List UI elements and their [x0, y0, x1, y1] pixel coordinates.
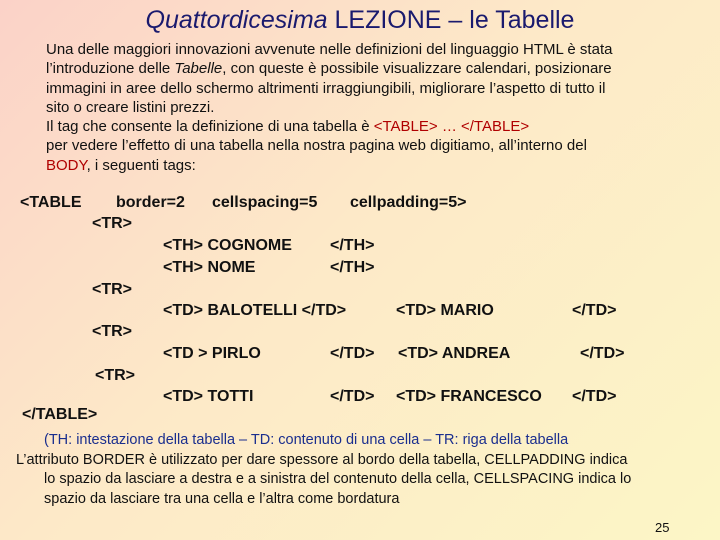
code-tr: <TR> [95, 367, 136, 384]
title-italic: Quattordicesima [145, 6, 328, 34]
code-tr: <TR> [92, 323, 133, 340]
title-rest: LEZIONE – le Tabelle [327, 6, 575, 34]
code-td: <TD> ANDREA [398, 345, 511, 362]
intro-emphasis: Tabelle [174, 60, 223, 78]
intro-line [46, 59, 706, 78]
page-number: 25 [655, 520, 670, 535]
notes-line: L’attributo BORDER è utilizzato per dare spessore al bordo della tabella, CELLPADDING indica [16, 451, 628, 468]
code-td: <TD> TOTTI [163, 388, 254, 405]
intro-text: l’introduzione delle [46, 60, 175, 78]
code-td-close: </TD> [572, 302, 617, 319]
code-cellpadding-attr: cellpadding=5> [350, 194, 467, 211]
table-tag-highlight: <TABLE> … </TABLE> [373, 118, 530, 136]
intro-paragraph [46, 40, 706, 175]
code-td: <TD> FRANCESCO [396, 388, 542, 405]
intro-line [46, 117, 706, 136]
code-tr: <TR> [92, 215, 133, 232]
code-td: <TD> MARIO [396, 302, 494, 319]
notes-legend: (TH: intestazione della tabella – TD: contenuto di una cella – TR: riga della tabella [44, 432, 569, 448]
code-border-attr: border=2 [116, 194, 185, 211]
intro-text: , con queste è possibile visualizzare calendari, posizionare [222, 60, 612, 78]
code-th-close: </TH> [330, 237, 375, 254]
intro-text: , i seguenti tags: [86, 156, 196, 174]
slide-title [0, 6, 720, 35]
intro-line: sito o creare listini prezzi. [46, 98, 215, 116]
code-cellspacing-attr: cellspacing=5 [212, 194, 318, 211]
code-tr: <TR> [92, 281, 133, 298]
intro-line [46, 156, 706, 175]
code-td: <TD> BALOTELLI </TD> [163, 302, 347, 319]
code-td-close: </TD> [330, 388, 375, 405]
code-table-close: </TABLE> [22, 406, 98, 423]
code-td: <TD > PIRLO [163, 345, 261, 362]
intro-line: immagini in aree dello schermo altrimenti irraggiungibili, migliorare l’aspetto di tutto il [46, 79, 606, 97]
intro-line: per vedere l’effetto di una tabella nella nostra pagina web digitiamo, all’interno del [46, 137, 587, 155]
intro-line: Una delle maggiori innovazioni avvenute nelle definizioni del linguaggio HTML è stata [46, 41, 613, 58]
code-td-close: </TD> [580, 345, 625, 362]
code-th: <TH> COGNOME [163, 237, 292, 254]
code-th-close: </TH> [330, 259, 375, 276]
intro-text: Il tag che consente la definizione di una tabella è [46, 118, 374, 136]
code-table-open: <TABLE [20, 194, 82, 211]
body-tag-highlight: BODY [46, 156, 87, 174]
notes-line: spazio da lasciare tra una cella e l’altra come bordatura [44, 490, 400, 507]
notes-line: lo spazio da lasciare a destra e a sinistra del contenuto della cella, CELLSPACING indica lo [44, 471, 632, 487]
notes [16, 431, 706, 509]
code-td-close: </TD> [330, 345, 375, 362]
code-th: <TH> NOME [163, 259, 256, 276]
code-td-close: </TD> [572, 388, 617, 405]
